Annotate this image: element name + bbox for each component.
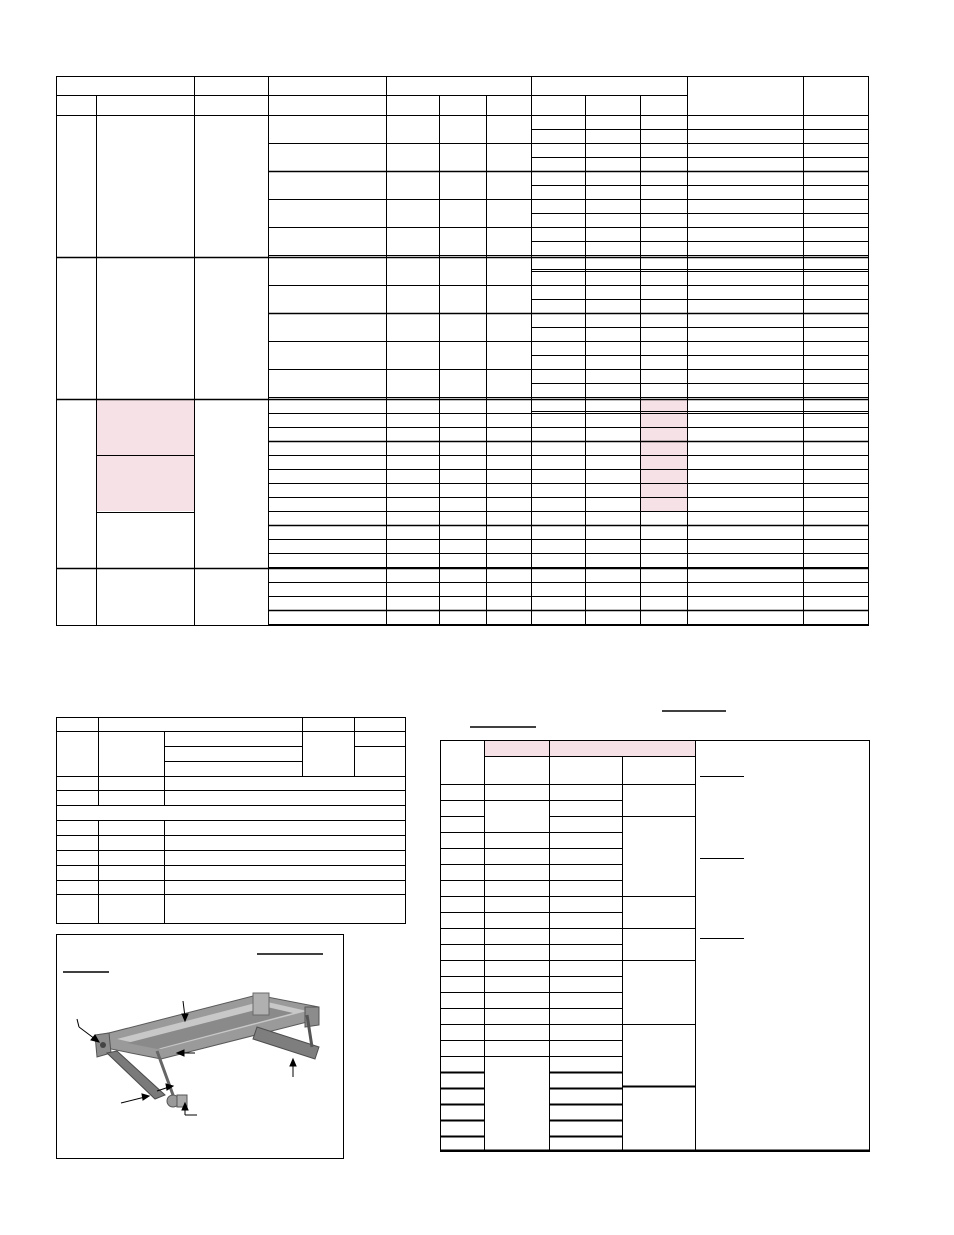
highlight-cell-group3-b	[97, 456, 194, 511]
highlight-cell-group3-a	[97, 399, 194, 455]
highlight-header-a	[485, 741, 549, 756]
right-table-row-lines	[440, 785, 695, 1137]
bracket-photo-icon	[57, 935, 343, 1158]
highlight-header-b	[550, 741, 695, 756]
right-table-caption-marks	[470, 700, 730, 730]
small-table-grid	[56, 717, 406, 924]
figure-box	[56, 934, 344, 1159]
main-table	[56, 76, 869, 626]
main-table-grid	[56, 76, 869, 626]
small-table	[56, 717, 406, 924]
right-table-grid	[440, 740, 870, 1152]
main-table-row-lines	[96, 130, 869, 625]
right-table	[440, 740, 870, 1152]
